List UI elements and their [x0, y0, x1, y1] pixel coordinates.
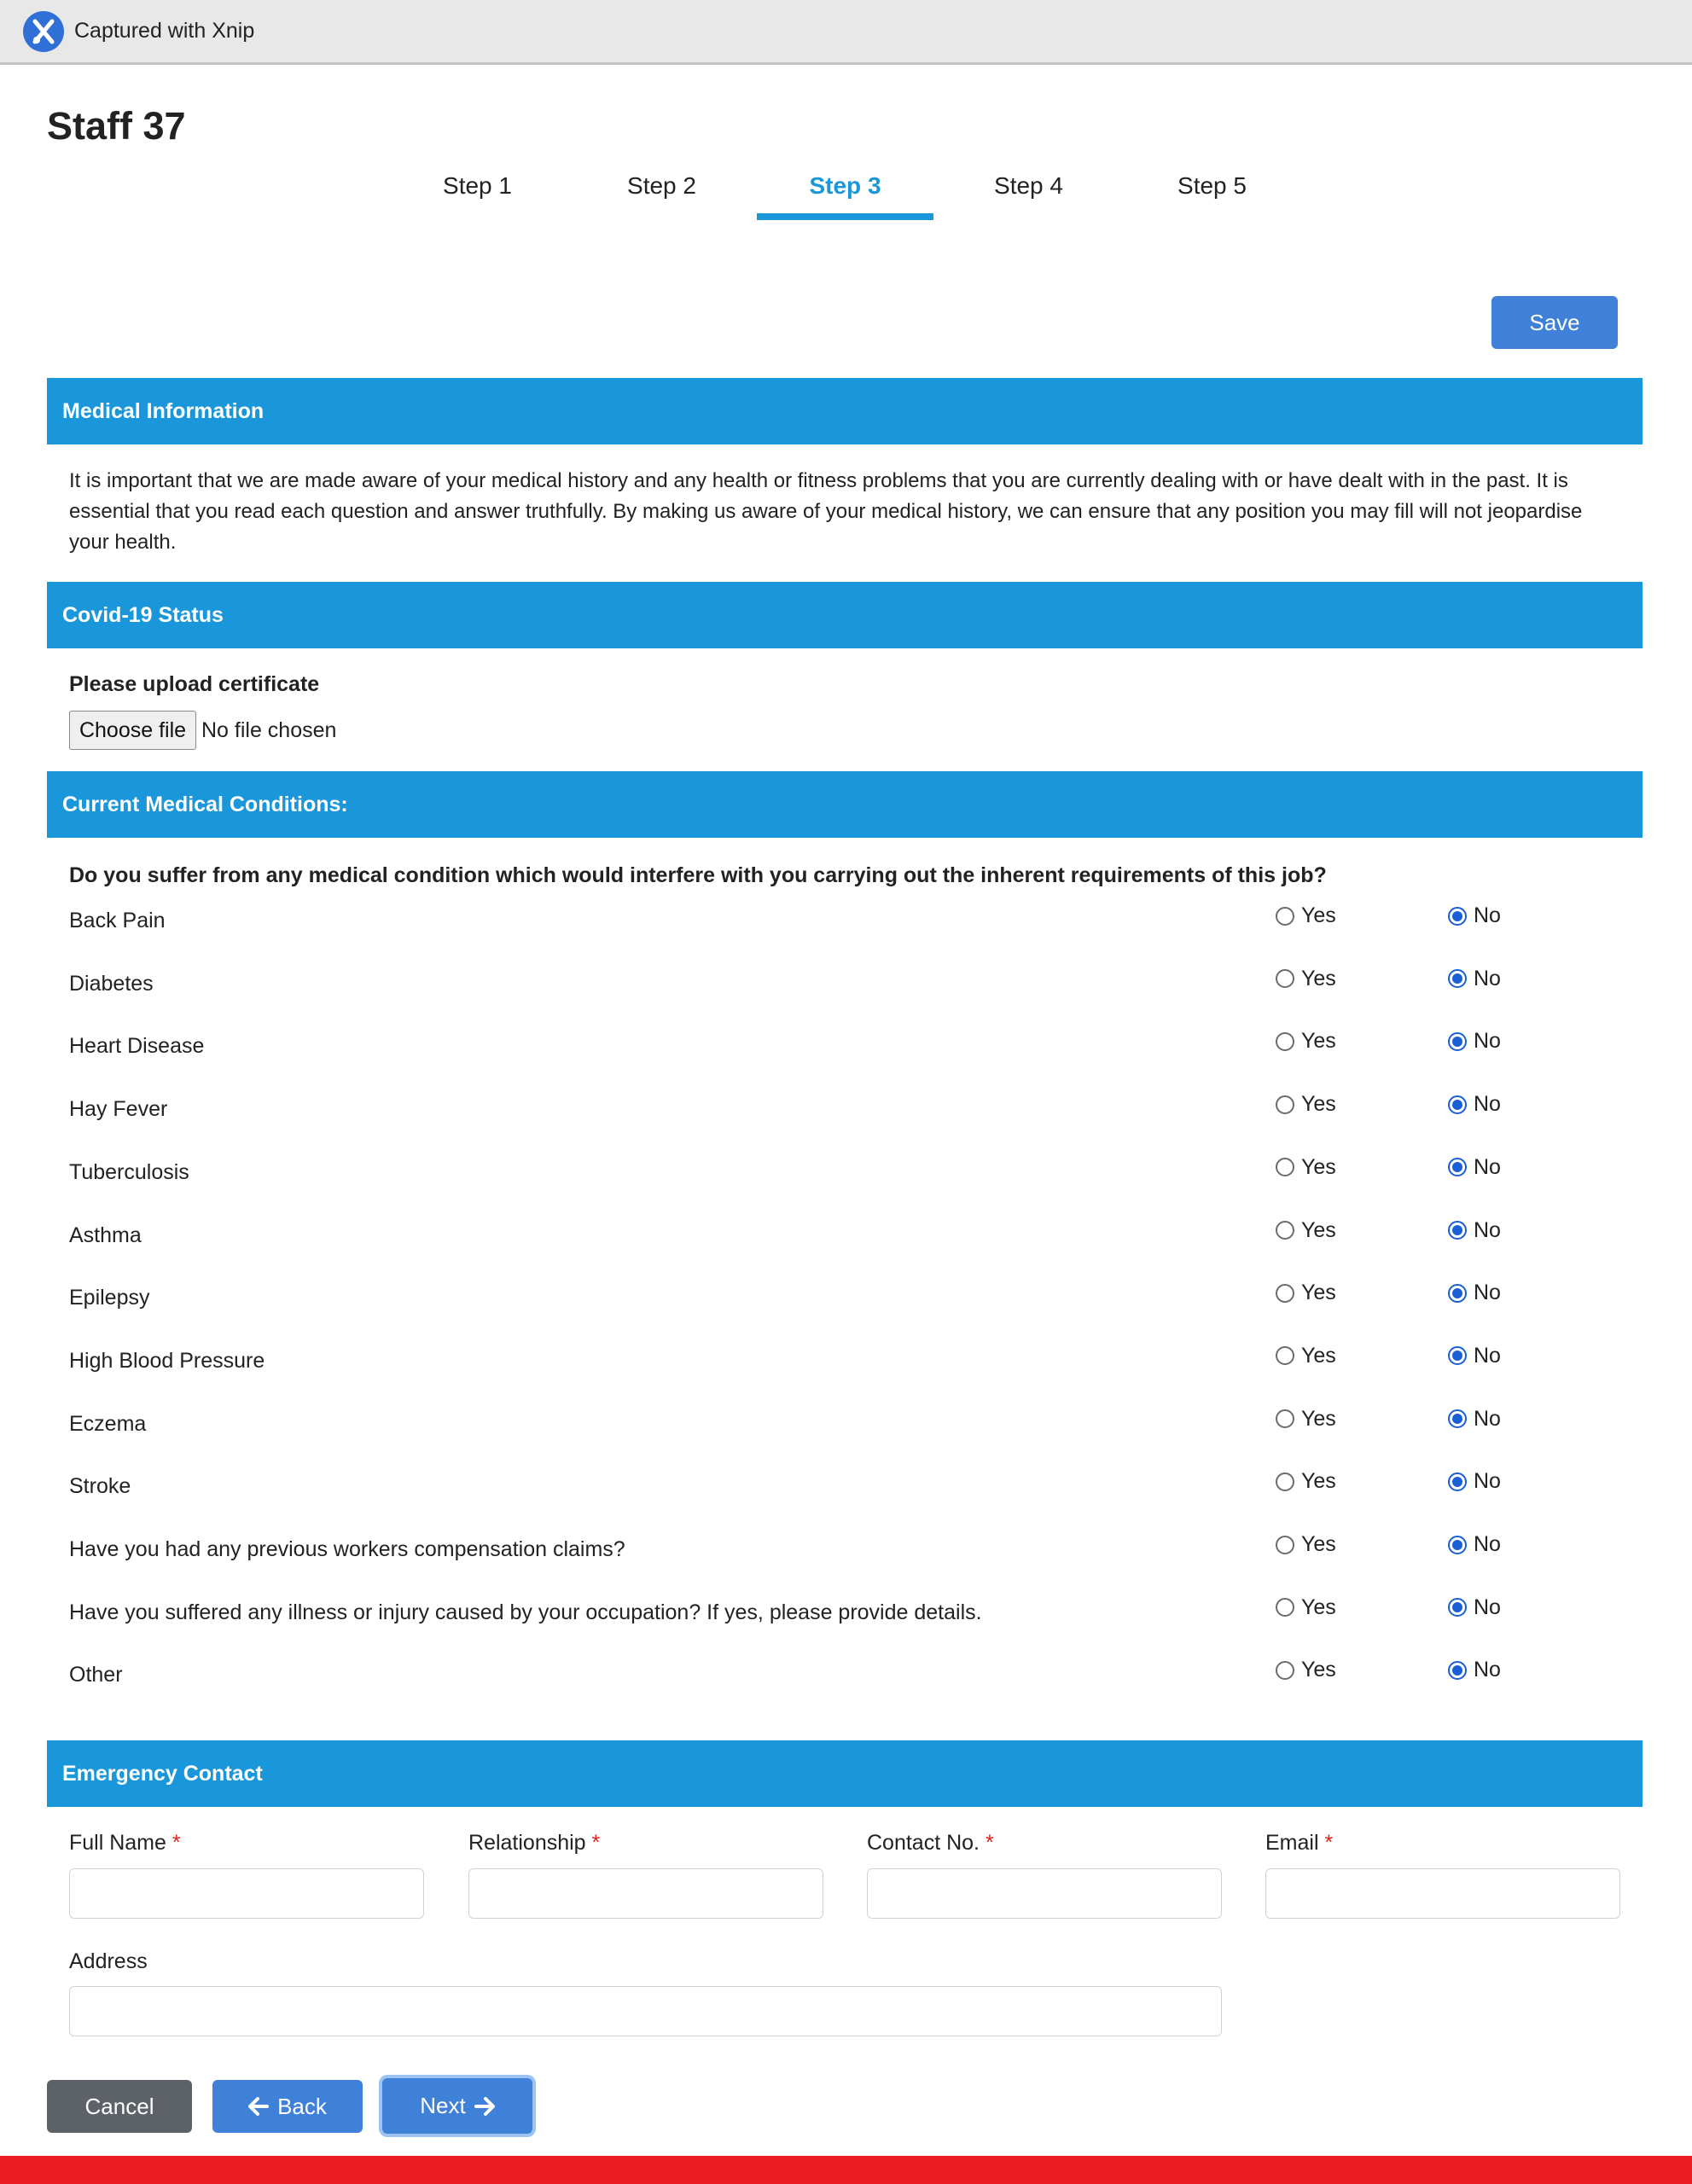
radio-yes-label: Yes	[1301, 1594, 1336, 1619]
arrow-left-icon	[248, 2097, 269, 2116]
radio-no-option[interactable]	[1448, 1155, 1501, 1180]
radio-no-label: No	[1474, 1532, 1501, 1556]
radio-no-label: No	[1474, 1594, 1501, 1619]
radio-yes-label: Yes	[1301, 966, 1336, 990]
radio-no-label: No	[1474, 1469, 1501, 1494]
radio-no-option[interactable]	[1448, 1218, 1501, 1243]
radio-yes-option[interactable]	[1276, 1407, 1336, 1432]
upload-certificate-label: Please upload certificate	[69, 672, 320, 696]
radio-yes-label: Yes	[1301, 1532, 1336, 1556]
radio-no-option[interactable]	[1448, 1658, 1501, 1682]
radio-no-label: No	[1474, 1154, 1501, 1179]
radio-no[interactable]	[1448, 1221, 1467, 1240]
radio-yes-option[interactable]	[1276, 1029, 1336, 1054]
radio-no-option[interactable]	[1448, 1407, 1501, 1432]
relationship-label	[468, 1831, 600, 1856]
radio-no-option[interactable]	[1448, 1344, 1501, 1368]
radio-yes[interactable]	[1276, 1346, 1294, 1365]
address-input[interactable]	[69, 1986, 1222, 2036]
email-label-text: Email	[1265, 1831, 1319, 1855]
radio-no-label: No	[1474, 1658, 1501, 1682]
required-marker: *	[591, 1831, 601, 1855]
radio-yes-option[interactable]	[1276, 1658, 1336, 1682]
condition-row	[0, 1217, 1692, 1287]
condition-row	[0, 1532, 1692, 1600]
contact-no-label-text: Contact No.	[867, 1831, 980, 1855]
radio-yes[interactable]	[1276, 1472, 1294, 1491]
radio-no-option[interactable]	[1448, 903, 1501, 928]
radio-yes-option[interactable]	[1276, 1344, 1336, 1368]
email-input[interactable]	[1265, 1868, 1620, 1919]
contact-no-input[interactable]	[867, 1868, 1222, 1919]
radio-no-option[interactable]	[1448, 1029, 1501, 1054]
radio-yes[interactable]	[1276, 1536, 1294, 1554]
radio-yes[interactable]	[1276, 1032, 1294, 1051]
radio-yes-option[interactable]	[1276, 903, 1336, 928]
radio-no-option[interactable]	[1448, 967, 1501, 991]
radio-no-option[interactable]	[1448, 1281, 1501, 1305]
condition-row	[0, 1029, 1692, 1097]
radio-no-label: No	[1474, 903, 1501, 927]
tab-step-1[interactable]: Step 1	[443, 172, 512, 199]
condition-row	[0, 966, 1692, 1035]
full-name-label-text: Full Name	[69, 1831, 166, 1855]
radio-yes-option[interactable]	[1276, 1218, 1336, 1243]
condition-label: Eczema	[69, 1411, 147, 1436]
page-title: Staff 37	[47, 104, 186, 148]
condition-label: Epilepsy	[69, 1286, 150, 1310]
radio-no[interactable]	[1448, 969, 1467, 988]
radio-yes-option[interactable]	[1276, 1092, 1336, 1117]
radio-yes-label: Yes	[1301, 1217, 1336, 1242]
contact-no-label	[867, 1831, 994, 1856]
tab-step-4[interactable]: Step 4	[994, 172, 1063, 199]
condition-label: Tuberculosis	[69, 1159, 189, 1184]
radio-yes-label: Yes	[1301, 1658, 1336, 1682]
radio-yes-label: Yes	[1301, 1343, 1336, 1368]
condition-row	[0, 1343, 1692, 1412]
condition-label: Hay Fever	[69, 1097, 168, 1122]
medical-intro-text: It is important that we are made aware of your medical history and any health or fitness problems that you are currently dealing with or have dealt with in the past. It is essential that you read each question and answer truthfully. By making us aware of your medical history, we can ensure that any position you may fill will not jeopardise your health.	[69, 469, 1583, 554]
active-step-indicator	[757, 213, 933, 220]
radio-yes-label: Yes	[1301, 1029, 1336, 1054]
required-marker: *	[985, 1831, 994, 1855]
radio-no-label: No	[1474, 1092, 1501, 1117]
condition-row	[0, 1594, 1692, 1664]
condition-row	[0, 1281, 1692, 1349]
radio-no-option[interactable]	[1448, 1469, 1501, 1494]
radio-yes-label: Yes	[1301, 1469, 1336, 1494]
tab-step-3[interactable]: Step 3	[809, 172, 881, 199]
section-header-medical-information: Medical Information	[47, 378, 1643, 444]
email-label	[1265, 1831, 1333, 1856]
condition-row	[0, 1406, 1692, 1475]
radio-no-label: No	[1474, 1217, 1501, 1242]
radio-yes[interactable]	[1276, 1221, 1294, 1240]
capture-text: Captured with Xnip	[74, 19, 255, 43]
condition-label: Back Pain	[69, 909, 166, 932]
full-name-label	[69, 1831, 181, 1856]
condition-label: Heart Disease	[69, 1034, 205, 1059]
next-button-label: Next	[420, 2093, 466, 2118]
condition-label: Diabetes	[69, 971, 154, 996]
radio-yes[interactable]	[1276, 1409, 1294, 1428]
radio-yes-option[interactable]	[1276, 1281, 1336, 1305]
full-name-input[interactable]	[69, 1868, 424, 1919]
radio-no-label: No	[1474, 966, 1501, 990]
radio-no[interactable]	[1448, 1032, 1467, 1051]
radio-no-label: No	[1474, 1406, 1501, 1431]
condition-row	[0, 1658, 1692, 1726]
cancel-button-label: Cancel	[84, 2093, 154, 2119]
required-marker: *	[172, 1831, 181, 1855]
bottom-bar	[0, 2156, 1692, 2184]
radio-no[interactable]	[1448, 1095, 1467, 1114]
cancel-button[interactable]	[47, 2080, 192, 2133]
radio-no[interactable]	[1448, 1284, 1467, 1303]
radio-yes-label: Yes	[1301, 1406, 1336, 1431]
radio-no[interactable]	[1448, 1409, 1467, 1428]
condition-label: High Blood Pressure	[69, 1348, 265, 1373]
radio-no[interactable]	[1448, 1158, 1467, 1176]
address-label: Address	[69, 1949, 148, 1973]
condition-label: Have you had any previous workers compensation claims?	[69, 1537, 625, 1561]
radio-yes-option[interactable]	[1276, 1532, 1336, 1557]
radio-no-option[interactable]	[1448, 1595, 1501, 1620]
capture-bar	[0, 0, 1692, 65]
radio-no-label: No	[1474, 1281, 1501, 1305]
radio-no[interactable]	[1448, 907, 1467, 926]
radio-yes[interactable]	[1276, 1284, 1294, 1303]
save-button[interactable]: Save	[1491, 296, 1618, 349]
radio-no[interactable]	[1448, 1346, 1467, 1365]
xnip-logo-icon	[23, 11, 64, 52]
radio-no-label: No	[1474, 1029, 1501, 1054]
radio-yes[interactable]	[1276, 1158, 1294, 1176]
radio-yes[interactable]	[1276, 907, 1294, 926]
tab-step-2[interactable]: Step 2	[627, 172, 696, 199]
radio-yes-option[interactable]	[1276, 1469, 1336, 1494]
radio-yes[interactable]	[1276, 1661, 1294, 1680]
radio-no-label: No	[1474, 1343, 1501, 1368]
radio-yes-label: Yes	[1301, 1154, 1336, 1179]
choose-file-button[interactable]: Choose file	[69, 711, 196, 750]
radio-no[interactable]	[1448, 1472, 1467, 1491]
radio-yes-label: Yes	[1301, 903, 1336, 927]
radio-yes-label: Yes	[1301, 1092, 1336, 1117]
condition-row	[0, 903, 1692, 972]
radio-no-option[interactable]	[1448, 1532, 1501, 1557]
radio-yes[interactable]	[1276, 969, 1294, 988]
next-button[interactable]	[382, 2078, 532, 2134]
condition-row	[0, 1154, 1692, 1223]
radio-yes[interactable]	[1276, 1095, 1294, 1114]
back-button[interactable]	[212, 2080, 363, 2133]
condition-label: Other	[69, 1663, 123, 1687]
arrow-right-icon	[474, 2097, 495, 2116]
condition-row	[0, 1469, 1692, 1537]
radio-yes-label: Yes	[1301, 1281, 1336, 1305]
required-marker: *	[1324, 1831, 1334, 1855]
radio-yes-option[interactable]	[1276, 967, 1336, 991]
condition-label: Asthma	[69, 1223, 142, 1247]
relationship-input[interactable]	[468, 1868, 823, 1919]
conditions-question: Do you suffer from any medical condition which would interfere with you carrying out the inherent requirements of this job?	[69, 863, 1327, 887]
condition-label: Have you suffered any illness or injury caused by your occupation? If yes, please provide details.	[69, 1600, 982, 1624]
file-status-text: No file chosen	[201, 718, 337, 742]
section-header-current-medical-conditions: Current Medical Conditions:	[47, 771, 1643, 838]
condition-row	[0, 1092, 1692, 1160]
radio-no-option[interactable]	[1448, 1092, 1501, 1117]
back-button-label: Back	[277, 2093, 327, 2119]
section-header-emergency-contact: Emergency Contact	[47, 1740, 1643, 1807]
radio-yes-option[interactable]	[1276, 1595, 1336, 1620]
radio-no[interactable]	[1448, 1536, 1467, 1554]
radio-no[interactable]	[1448, 1661, 1467, 1680]
tab-step-5[interactable]: Step 5	[1177, 172, 1247, 199]
relationship-label-text: Relationship	[468, 1831, 586, 1855]
radio-yes[interactable]	[1276, 1598, 1294, 1617]
radio-no[interactable]	[1448, 1598, 1467, 1617]
section-header-covid-status: Covid-19 Status	[47, 582, 1643, 648]
condition-label: Stroke	[69, 1474, 131, 1499]
radio-yes-option[interactable]	[1276, 1155, 1336, 1180]
